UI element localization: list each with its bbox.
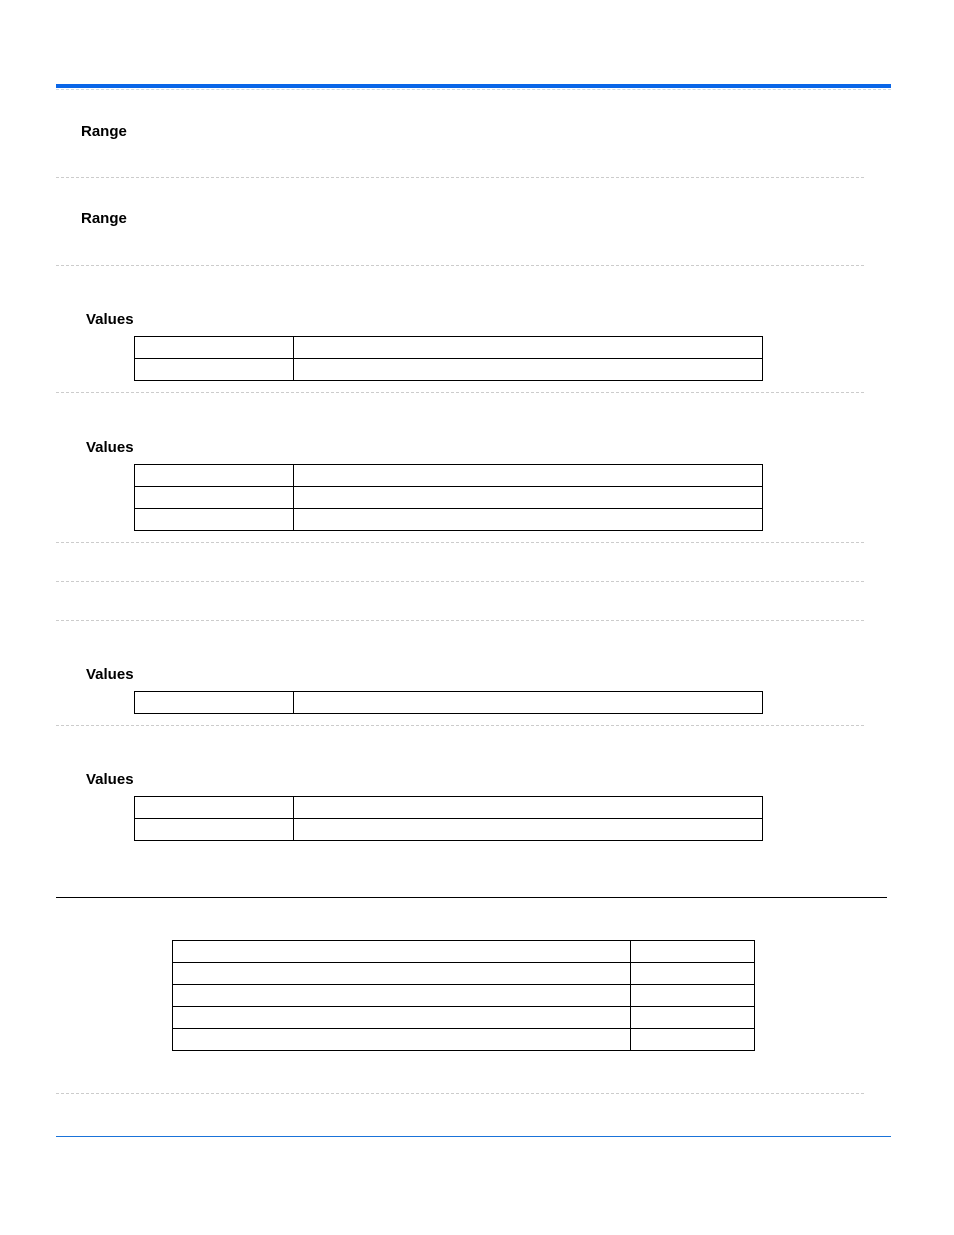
table-cell (631, 1029, 755, 1051)
section-divider (56, 620, 864, 621)
table-cell (135, 797, 294, 819)
footer-line (56, 1136, 891, 1137)
values-label-3: Values (86, 666, 134, 683)
section-divider (56, 265, 864, 266)
table-cell (294, 337, 763, 359)
table-row (135, 359, 763, 381)
values-label-4: Values (86, 771, 134, 788)
section-divider (56, 177, 864, 178)
table-cell (294, 692, 763, 714)
values-label-1: Values (86, 311, 134, 328)
table-cell (631, 941, 755, 963)
table-cell (173, 941, 631, 963)
table-row (135, 692, 763, 714)
table-cell (294, 465, 763, 487)
section-rule (56, 897, 887, 898)
table-cell (135, 509, 294, 531)
range-label-1: Range (81, 123, 127, 140)
table-row (135, 797, 763, 819)
section-divider (56, 392, 864, 393)
table-row (135, 465, 763, 487)
range-label-2: Range (81, 210, 127, 227)
table-cell (631, 985, 755, 1007)
table-cell (173, 1007, 631, 1029)
table-row (135, 509, 763, 531)
table-cell (173, 985, 631, 1007)
table-row (135, 487, 763, 509)
table-cell (631, 963, 755, 985)
section-divider (56, 725, 864, 726)
table-cell (173, 963, 631, 985)
values-table-4 (134, 796, 763, 841)
table-cell (294, 819, 763, 841)
table-row (173, 941, 755, 963)
table-cell (135, 465, 294, 487)
values-table-2 (134, 464, 763, 531)
section-divider (56, 581, 864, 582)
table-row (135, 819, 763, 841)
values-table-3 (134, 691, 763, 714)
table-cell (135, 819, 294, 841)
header-divider (56, 89, 891, 90)
summary-table (172, 940, 755, 1051)
table-cell (135, 359, 294, 381)
table-cell (294, 509, 763, 531)
table-row (173, 1007, 755, 1029)
table-row (173, 985, 755, 1007)
values-table-1 (134, 336, 763, 381)
table-row (173, 1029, 755, 1051)
section-divider (56, 1093, 864, 1094)
table-cell (135, 487, 294, 509)
header-accent-bar (56, 84, 891, 88)
table-cell (135, 337, 294, 359)
table-cell (294, 487, 763, 509)
section-divider (56, 542, 864, 543)
table-row (135, 337, 763, 359)
table-cell (294, 797, 763, 819)
table-cell (135, 692, 294, 714)
table-row (173, 963, 755, 985)
values-label-2: Values (86, 439, 134, 456)
table-cell (294, 359, 763, 381)
table-cell (173, 1029, 631, 1051)
table-cell (631, 1007, 755, 1029)
